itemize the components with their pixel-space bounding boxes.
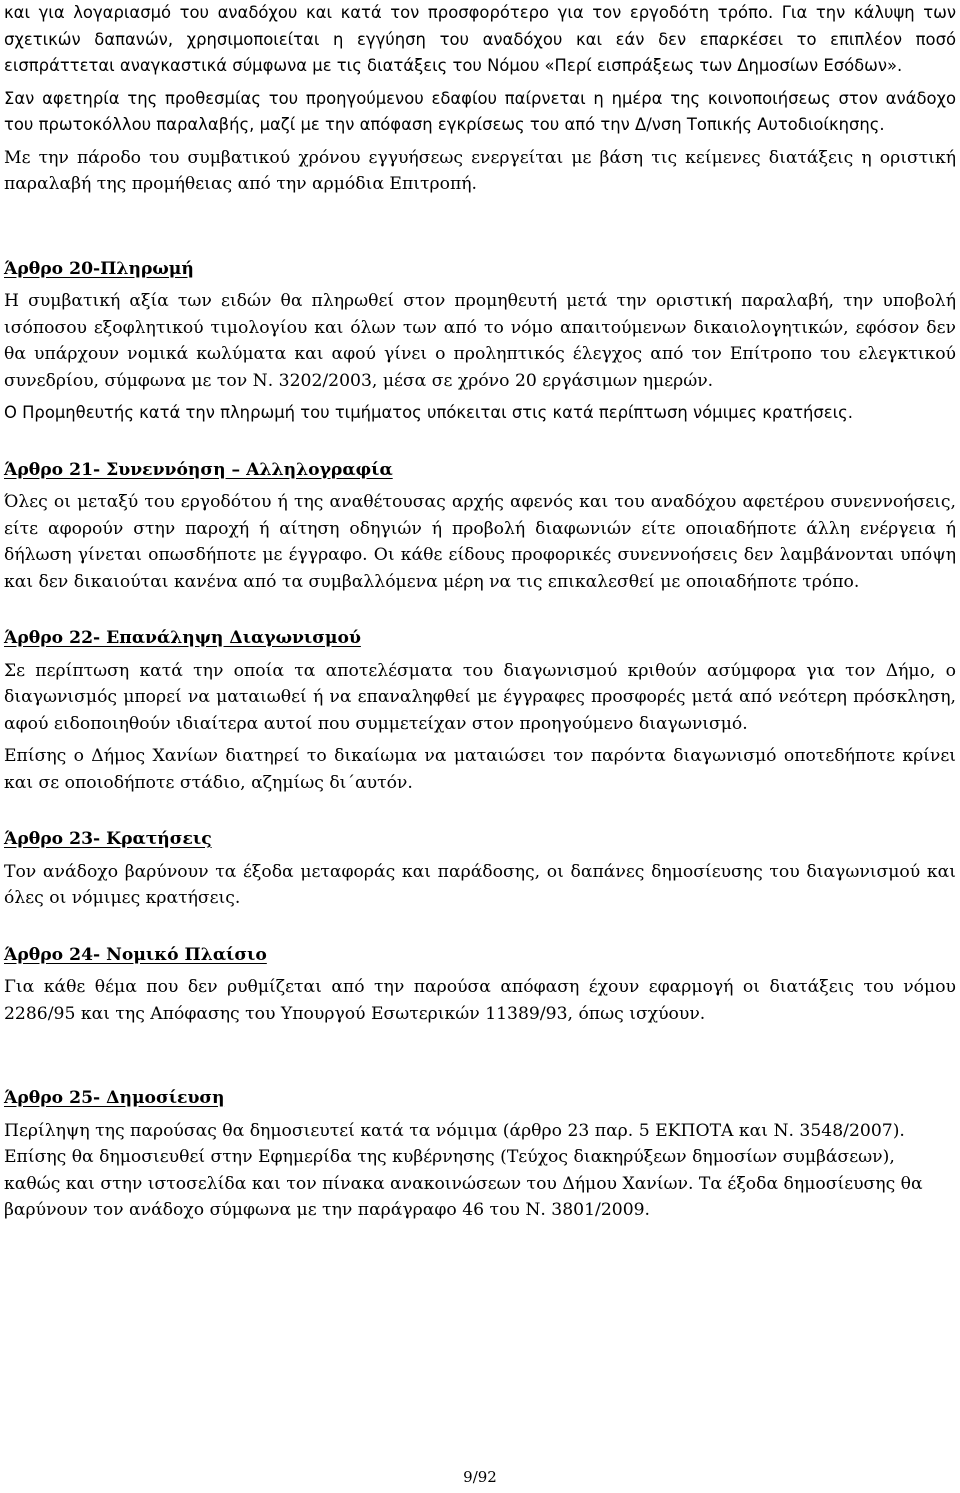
article-20-paragraph-2: Ο Προμηθευτής κατά την πληρωμή του τιμήματος υπόκειται στις κατά περίπτωση νόμιμες κρατήσεις.	[4, 403, 854, 422]
article-21-heading: Άρθρο 21- Συνεννόηση – Αλληλογραφία	[4, 459, 393, 480]
article-24-heading: Άρθρο 24- Νομικό Πλαίσιο	[4, 944, 267, 965]
article-25-paragraph-1: Περίληψη της παρούσας θα δημοσιευτεί κατά τα νόμιμα (άρθρο 23 παρ. 5 ΕΚΠΟΤΑ και Ν. 3548/2007). Επίσης θα δημοσιευθεί στην Εφημερίδα της κυβέρνησης (Τεύχος διακηρύξεων δημοσίων συμβάσεων), καθώς και στην ιστοσελίδα και τον πίνακα ανακοινώσεων του Δήμου Χανίων. Τα έξοδα δημοσίευσης θα βαρύνουν τον ανάδοχο σύμφωνα με την παράγραφο 46 του Ν. 3801/2009.	[4, 1120, 923, 1220]
article-23-paragraph-1: Τον ανάδοχο βαρύνουν τα έξοδα μεταφοράς και παράδοσης, οι δαπάνες δημοσίευσης του διαγωνισμού και όλες οι νόμιμες κρατήσεις.	[4, 861, 956, 908]
article-22-heading: Άρθρο 22- Επανάληψη Διαγωνισμού	[4, 628, 361, 648]
article-20-heading: Άρθρο 20-Πληρωμή	[4, 258, 194, 279]
article-21-paragraph-1: Όλες οι μεταξύ του εργοδότου ή της αναθέτουσας αρχής αφενός και του αναδόχου αφετέρου συνεννοήσεις, είτε αφορούν στην παροχή ή αίτηση οδηγιών ή προβολή διαφωνιών είτε οποιαδήποτε άλλη ενέργεια ή δήλωση γίνεται οπωσδήποτε με έγγραφο. Οι κάθε είδους προφορικές συνεννοήσεις δεν λαμβάνονται υπόψη και δεν δικαιούται κανένα από τα συμβαλλόμενα μέρη να τις επικαλεσθεί με οποιαδήποτε τρόπο.	[4, 492, 956, 592]
document-page	[4, 0, 956, 1224]
article-23-heading: Άρθρο 23- Κρατήσεις	[4, 829, 212, 849]
intro-paragraph-3: Με την πάροδο του συμβατικού χρόνου εγγυήσεως ενεργείται με βάση τις κείμενες διατάξεις η οριστική παραλαβή της προμήθειας από την αρμόδια Επιτροπή.	[4, 147, 956, 194]
article-25-heading: Άρθρο 25- Δημοσίευση	[4, 1088, 225, 1108]
article-22-paragraph-1: Σε περίπτωση κατά την οποία τα αποτελέσματα του διαγωνισμού κριθούν ασύμφορα για τον Δήμο, ο διαγωνισμός μπορεί να ματαιωθεί ή να επαναληφθεί με έγγραφες προσφορές μετά από νεότερη πρόσκληση, αφού ειδοποιηθούν ιδιαίτερα αυτοί που συμμετείχαν στον προηγούμενο διαγωνισμό.	[4, 660, 956, 734]
page-number: 9/92	[463, 1468, 497, 1486]
intro-paragraph-2: Σαν αφετηρία της προθεσμίας του προηγούμενου εδαφίου παίρνεται η ημέρα της κοινοποιήσεως στον ανάδοχο του πρωτοκόλλου παραλαβής, μαζί με την απόφαση εγκρίσεως του από την Δ/νση Τοπικής Αυτοδιοίκησης.	[4, 88, 956, 134]
intro-paragraph-1: και για λογαριασμό του αναδόχου και κατά τον προσφορότερο για τον εργοδότη τρόπο. Για την κάλυψη των σχετικών δαπανών, χρησιμοποιείται η εγγύηση του αναδόχου και εάν δεν επαρκέσει το επιπλέον ποσό εισπράττεται αναγκαστικά σύμφωνα με τις διατάξεις του Νόμου «Περί εισπράξεως των Δημοσίων Εσόδων».	[4, 3, 956, 75]
article-20-paragraph-1: Η συμβατική αξία των ειδών θα πληρωθεί στον προμηθευτή μετά την οριστική παραλαβή, την υποβολή ισόποσου εξοφλητικού τιμολογίου και όλων των από το νόμο απαιτούμενων δικαιολογητικών, εφόσον δεν θα υπάρχουν νομικά κωλύματα και αφού γίνει ο προληπτικός έλεγχος από τον Επίτροπο του ελεγκτικού συνεδρίου, σύμφωνα με τον Ν. 3202/2003, μέσα σε χρόνο 20 εργάσιμων ημερών.	[4, 291, 956, 391]
article-22-paragraph-2: Επίσης ο Δήμος Χανίων διατηρεί το δικαίωμα να ματαιώσει τον παρόντα διαγωνισμό οποτεδήποτε κρίνει και σε οποιοδήποτε στάδιο, αζημίως δι΄αυτόν.	[4, 746, 956, 793]
article-24-paragraph-1: Για κάθε θέμα που δεν ρυθμίζεται από την παρούσα απόφαση έχουν εφαρμογή οι διατάξεις του νόμου 2286/95 και της Απόφασης του Υπουργού Εσωτερικών 11389/93, όπως ισχύουν.	[4, 977, 956, 1024]
